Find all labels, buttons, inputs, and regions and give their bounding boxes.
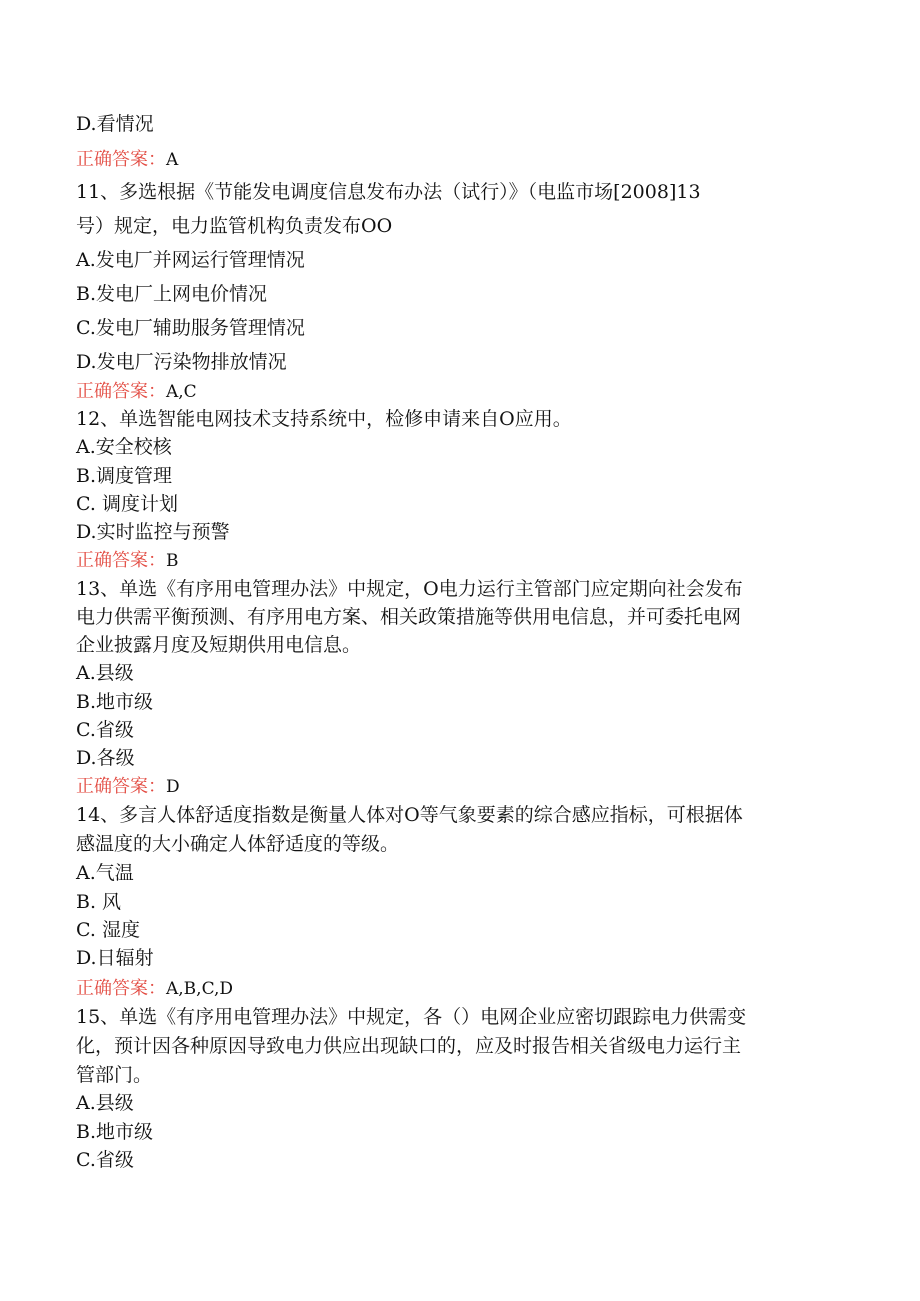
answer-label: 正确答案： [76, 550, 166, 571]
q13-option-b: B.地市级 [76, 691, 154, 713]
answer-value: B [166, 551, 179, 571]
answer-value: D [166, 777, 180, 797]
q11-answer [76, 377, 840, 406]
answer-label: 正确答案： [76, 149, 166, 170]
q13-option-c: C.省级 [76, 719, 134, 741]
q12-option-d: D.实时监控与预警 [76, 521, 230, 543]
q15-stem-line3: 管部门。 [76, 1064, 153, 1086]
q12-option-c: C. 调度计划 [76, 493, 178, 515]
q12-stem-line1: 12、单选智能电网技术支持系统中，检修申请来自O应用。 [76, 408, 572, 430]
q13-option-a: A.县级 [76, 662, 134, 684]
prev-option-d: D.看情况 [76, 113, 154, 135]
answer-label: 正确答案： [76, 776, 166, 797]
answer-value: A,C [166, 382, 197, 402]
q11-option-d: D.发电厂污染物排放情况 [76, 351, 287, 373]
answer-label: 正确答案： [76, 381, 166, 402]
q13-stem-line1: 13、单选《有序用电管理办法》中规定，O电力运行主管部门应定期向社会发布 [76, 578, 743, 600]
q15-option-c: C.省级 [76, 1149, 134, 1171]
q13-stem-line2: 电力供需平衡预测、有序用电方案、相关政策措施等供用电信息，并可委托电网 [76, 606, 742, 628]
q15-stem-line2: 化，预计因各种原因导致电力供应出现缺口的，应及时报告相关省级电力运行主 [76, 1035, 742, 1057]
q14-option-b: B. 风 [76, 891, 122, 913]
q12-option-a: A.安全校核 [76, 436, 172, 458]
q11-stem-line2: 号）规定，电力监管机构负责发布OO [76, 215, 393, 237]
q13-answer [76, 772, 840, 801]
q15-option-a: A.县级 [76, 1092, 134, 1114]
q11-option-c: C.发电厂辅助服务管理情况 [76, 317, 305, 339]
q12-answer [76, 546, 840, 575]
q13-stem-line3: 企业披露月度及短期供用电信息。 [76, 634, 362, 656]
answer-value: A [166, 150, 179, 170]
q14-option-c: C. 湿度 [76, 919, 140, 941]
q15-option-b: B.地市级 [76, 1121, 154, 1143]
q13-option-d: D.各级 [76, 747, 135, 769]
prev-answer [76, 145, 840, 174]
q14-answer [76, 974, 840, 1003]
q11-option-a: A.发电厂并网运行管理情况 [76, 249, 305, 271]
answer-label: 正确答案： [76, 978, 166, 999]
q14-option-d: D.日辐射 [76, 947, 154, 969]
q15-stem-line1: 15、单选《有序用电管理办法》中规定，各（）电网企业应密切跟踪电力供需变 [76, 1006, 747, 1028]
answer-value: A,B,C,D [166, 979, 234, 999]
q14-stem-line1: 14、多言人体舒适度指数是衡量人体对O等气象要素的综合感应指标，可根据体 [76, 804, 743, 826]
q14-stem-line2: 感温度的大小确定人体舒适度的等级。 [76, 833, 400, 855]
q11-option-b: B.发电厂上网电价情况 [76, 283, 268, 305]
q14-option-a: A.气温 [76, 862, 134, 884]
q12-option-b: B.调度管理 [76, 465, 173, 487]
q11-stem-line1: 11、多选根据《节能发电调度信息发布办法（试行）》（电监市场[2008]13 [76, 181, 701, 203]
